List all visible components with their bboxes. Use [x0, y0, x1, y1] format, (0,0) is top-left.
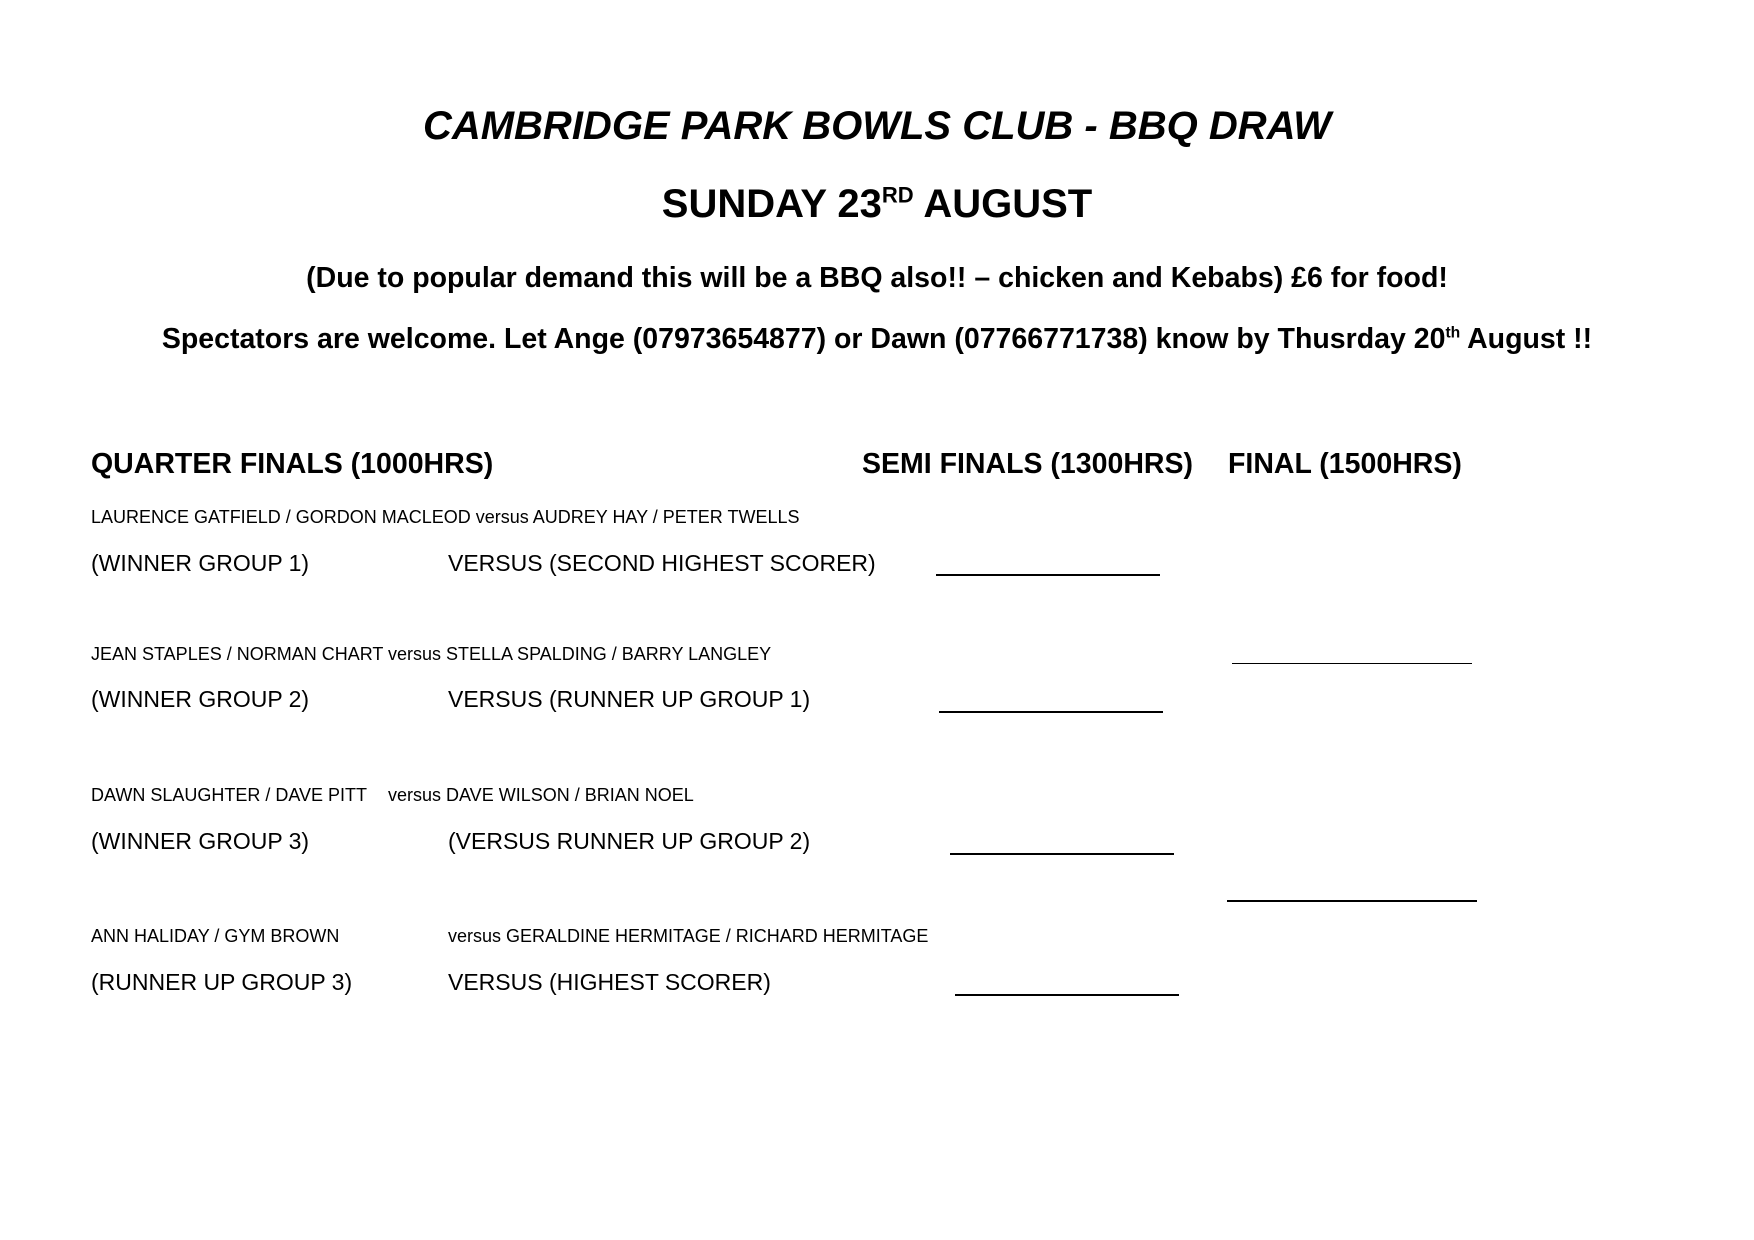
match-2-players-b: versus STELLA SPALDING / BARRY LANGLEY	[388, 644, 772, 664]
final-heading: FINAL (1500HRS)	[1228, 448, 1462, 480]
match-2-players-a: JEAN STAPLES / NORMAN CHART	[91, 644, 384, 664]
match-4-players-a: ANN HALIDAY / GYM BROWN	[91, 926, 340, 946]
semi-final-blank-2	[939, 711, 1163, 713]
event-date-main: SUNDAY 23	[661, 182, 882, 226]
event-date	[0, 182, 1754, 227]
match-3-players-a: DAWN SLAUGHTER / DAVE PITT	[91, 785, 368, 805]
spectator-notice-suffix: th	[1445, 324, 1461, 342]
match-3-players-b: versus DAVE WILSON / BRIAN NOEL	[388, 785, 694, 805]
match-4-players-b: versus GERALDINE HERMITAGE / RICHARD HERMITAGE	[448, 926, 929, 946]
match-1-group-b: VERSUS (SECOND HIGHEST SCORER)	[448, 550, 876, 576]
semi-final-blank-4	[955, 994, 1179, 996]
semi-finals-heading: SEMI FINALS (1300HRS)	[862, 448, 1193, 480]
spectator-notice	[0, 323, 1754, 356]
match-4-group-a: (RUNNER UP GROUP 3)	[91, 969, 353, 995]
final-blank-1	[1232, 663, 1472, 664]
spectator-notice-tail: August !!	[1460, 323, 1593, 355]
match-2-group-a: (WINNER GROUP 2)	[91, 686, 310, 712]
match-3-group-a: (WINNER GROUP 3)	[91, 828, 310, 854]
match-2-group-b: VERSUS (RUNNER UP GROUP 1)	[448, 686, 811, 712]
spectator-notice-main: Spectators are welcome. Let Ange (07973654877) or Dawn (07766771738) know by Thusrday 20	[161, 323, 1446, 355]
match-3-group-b: (VERSUS RUNNER UP GROUP 2)	[448, 828, 811, 854]
final-blank-2	[1227, 900, 1477, 902]
semi-final-blank-3	[950, 853, 1174, 855]
event-date-suffix: RD	[881, 182, 914, 208]
match-1-players: LAURENCE GATFIELD / GORDON MACLEOD versus AUDREY HAY / PETER TWELLS	[91, 507, 800, 527]
match-4-group-b: VERSUS (HIGHEST SCORER)	[448, 969, 771, 995]
bbq-subtitle: (Due to popular demand this will be a BBQ also!! – chicken and Kebabs) £6 for food!	[306, 262, 1448, 294]
match-1-group-a: (WINNER GROUP 1)	[91, 550, 310, 576]
quarter-finals-heading: QUARTER FINALS (1000HRS)	[91, 448, 494, 480]
semi-final-blank-1	[936, 574, 1160, 576]
page-title: CAMBRIDGE PARK BOWLS CLUB - BBQ DRAW	[422, 104, 1332, 148]
event-date-month: AUGUST	[913, 182, 1093, 226]
